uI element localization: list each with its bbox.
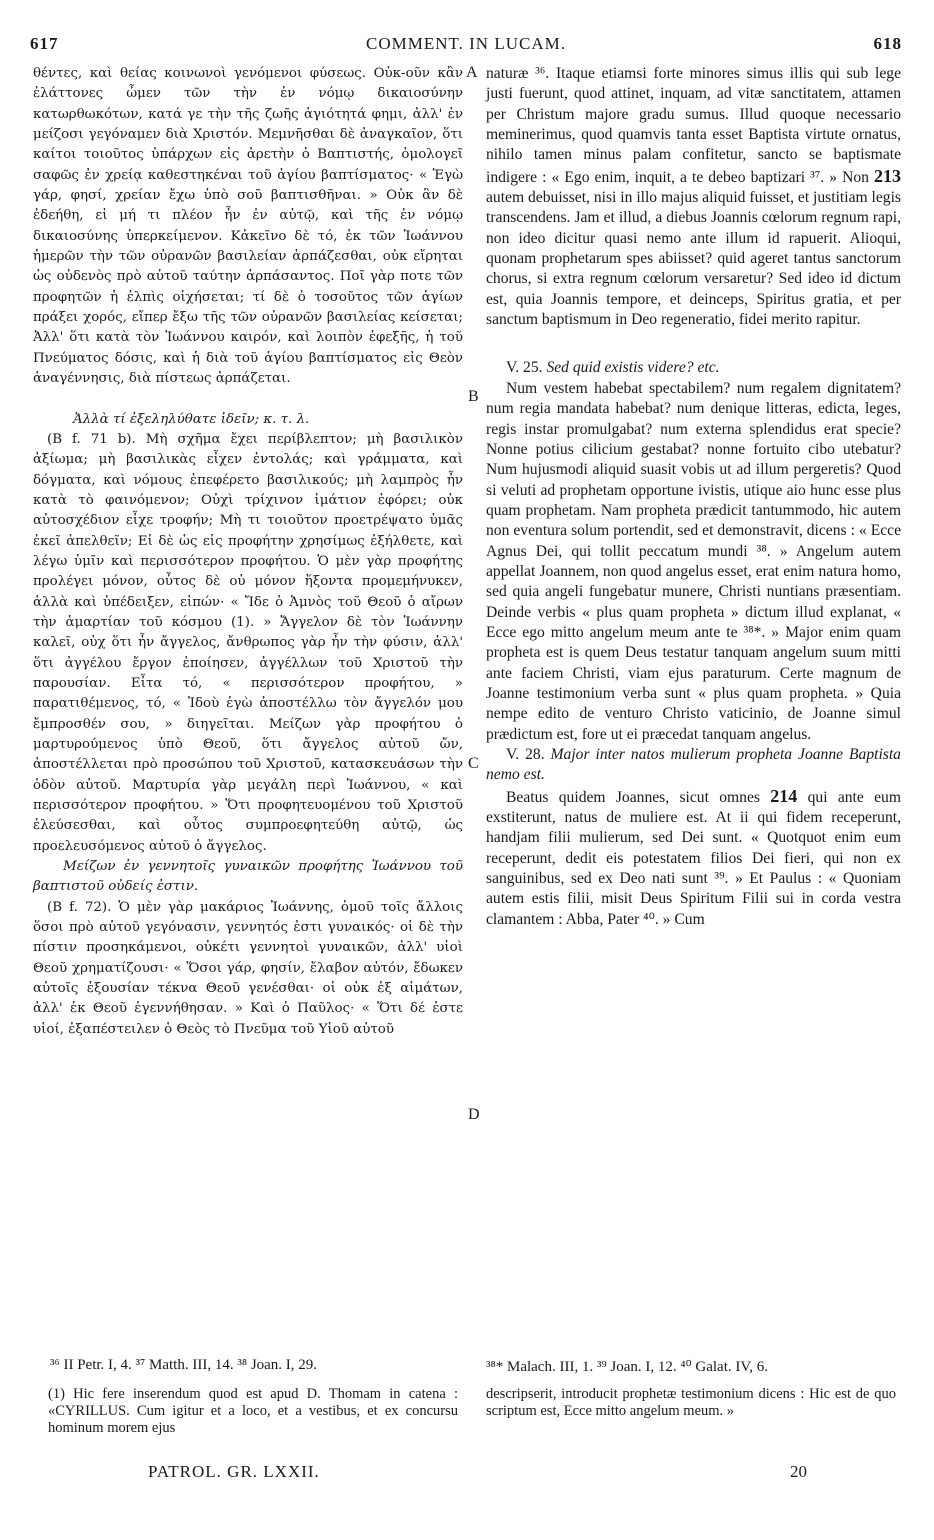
latin-paragraph-2: Num vestem habebat spectabilem? num regalem dignitatem? num regia mandata habebat? num denique litteras, edicta, leges, regis instar promulgabat? num externa splendidus erat specie? Nonne potius cilicium gestabat? nonne fortuito cibo utebatur? Num hujusmodi aliquid suasit vobis ut ad illum pergeretis? Quod si veluti ad prophetam opportune ivistis, utique aio hunc esse plus quam prophetam. Nam propheta prædicit tantummodo, hic autem non eventura solum portendit, sed et demonstravit, dicens : « Ecce Agnus Dei, qui tollit peccatum mundi ³⁸. » Angelum autem appellat Joannem, non quod angelus esset, erat enim natura homo, sed quia angeli fungebatur munere, Christi nuntians præsentiam. Deinde verbis « plus quam propheta » dictum illud explanat, « Ecce ego mitto angelum meum ante te ³⁸*. » Major enim quam propheta est is quem Deus testatur tanquam angelum suum mitti ante faciem Christi, viam ejus paraturum. Certe magnum de Joanne testimonium verba sunt « plus quam propheta. » Quia nempe edito de venturo Christo vaticinio, de Joanne simul prædictum est, fore ut ei præcedat tanquam angelus. — [486, 379, 901, 743]
latin-paragraph-1-text-a: naturæ ³⁶. Itaque etiamsi forte minores simus illis qui sub lege justi fuerunt, quod attinet, inquam, ad vitæ sanctitatem, attamen per Christum majore gradu sumus. Illud quoque necessario meminerimus, quod quamvis tanta esset Baptista virtute ornatus, nihilo tamen minus palam confitetur, sancto se baptismate indigere : « Ego enim, inquit, a te debeo baptizari ³⁷. » Non — [486, 65, 901, 186]
latin-lemma-heading-1 — [486, 358, 901, 378]
signature-mark: PATROL. GR. LXXII. — [148, 1462, 320, 1481]
spacer — [33, 390, 463, 410]
footnote-refs-left: ³⁶ II Petr. I, 4. ³⁷ Matth. III, 14. ³⁸ Joan. I, 29. — [50, 1357, 318, 1373]
marginal-column-number-213: 213 — [874, 165, 901, 186]
latin-paragraph-3-text-b: qui ante eum exstiterunt, natus de muliere est. At ii qui fidem receperunt, handjam filii mulierum, sed Dei sunt. « Quotquot enim eum receperunt, dedit eis potestatem filios Dei fieri, qui non ex sanguinibus, sed ex Deo nati sunt ³⁹. » Et Paulus : « Quoniam autem estis filii, misit Deus Spiritum Filii sui in corda vestra clamantem : Abba, Pater ⁴⁰. » Cum — [486, 788, 901, 928]
spacer — [486, 330, 901, 358]
footnote-left: (1) Hic fere inserendum quod est apud D. Thomam in catena : «CYRILLUS. Cum igitur et a loco, et a vestibus, et ex concursu hominum morem ejus — [48, 1386, 458, 1436]
latin-lemma-text-2: Major inter natos mulierum propheta Joanne Baptista nemo est. — [486, 746, 901, 784]
greek-paragraph-2: (B f. 71 b). Μὴ σχῆμα ἔχει περίβλεπτον; μὴ βασιλικὸν ἀξίωμα; μὴ βασιλικὰς εἶχεν ἐντολάς; καὶ γράμματα, καὶ δόγματα, καὶ νόμους ἐπεφέρετο βασιλικούς; μὴ λαμπρὸς ἦν κατὰ τὸ φαινόμενον; Οὐχὶ τρίχινον ἱμάτιον ἐφόρει; οὐκ αὐτοσχέδιον εἶχε τροφήν; Μὴ τι τοιοῦτον προετρέψατο ὑμᾶς ἐκεῖ ἀπελθεῖν; Εἰ δὲ ὡς εἰς προφήτην χρησίμως ἐξήλθετε, καὶ λέγω ὑμῖν καὶ περισσότερον προφήτου. Ὁ μὲν γὰρ προφήτης προλέγει μόνον, οὗτος δὲ οὐ μόνον ἥξοντα προμεμήνυκεν, ἀλλὰ καὶ ὑπέδειξεν, εἰπών· « Ἴδε ὁ Ἀμνὸς τοῦ Θεοῦ ὁ αἴρων τὴν ἁμαρτίαν τοῦ κόσμου (1). » Ἄγγελον δὲ τὸν Ἰωάννην καλεῖ, οὐχ ὅτι ἦν ἄγγελος, ἄνθρωπος γὰρ ἦν τὴν φύσιν, ἀλλ' ὅτι ἀγγέλου ἔργον ἐποίησεν, ἀγγέλλων τοῦ Χριστοῦ τὴν παρουσίαν. Εἶτα τό, « περισσότερον προφήτου, » παρατιθέμενος, τό, « Ἰδοὺ ἐγὼ ἀποστέλλω τὸν ἄγγελόν μου ἔμπροσθέν σου, » διηγεῖται. Μείζων γὰρ προφήτου ὁ μαρτυρούμενος ὑπὸ Θεοῦ, ὅτι ἄγγελος αὐτοῦ ὤν, ἀποστέλλεται πρὸ προσώπου τοῦ Χριστοῦ, κατασκευάσων τὴν ὁδὸν αὐτοῦ. Μαρτυρία γὰρ μεγάλη περὶ Ἰωάννου, « καὶ περισσότερον προφήτου. » Ὅτι προφητευομένου τοῦ Χριστοῦ ἐλεύσεσθαι, καὶ οὗτος συμπροεφητεύθη αὐτῷ, ὡς προελευσόμενος αὐτοῦ ὁ ἄγγελος. — [33, 431, 463, 854]
latin-lemma-heading-2 — [486, 745, 901, 786]
greek-lemma-heading-2: Μείζων ἐν γεννητοῖς γυναικῶν προφήτης Ἰωάννου τοῦ βαπτιστοῦ οὐδείς ἐστιν. — [33, 859, 463, 895]
margin-letter-b: B — [468, 388, 479, 405]
margin-letter-c: C — [468, 755, 479, 772]
margin-letter-d: D — [468, 1106, 480, 1123]
greek-paragraph-3: (B f. 72). Ὁ μὲν γὰρ μακάριος Ἰωάννης, ὁμοῦ τοῖς ἄλλοις ὅσοι πρὸ αὐτοῦ γεγόνασιν, γεννητός ἐστι γυναικός· οἱ δὲ τὴν πίστιν προσηκάμενοι, οὐκέτι γεννητοὶ γυναικῶν, ἀλλ' υἱοὶ Θεοῦ χρηματίζουσι· « Ὅσοι γάρ, φησίν, ἔλαβον αὐτόν, ἔδωκεν αὐτοῖς ἐξουσίαν τέκνα Θεοῦ γενέσθαι· οἱ οὐκ ἐξ αἱμάτων, ἀλλ' ἐκ Θεοῦ ἐγεννήθησαν. » Καὶ ὁ Παῦλος· « Ὅτι δέ ἐστε υἱοί, ἐξαπέστειλεν ὁ Θεὸς τὸ Πνεῦμα τοῦ Υἱοῦ αὐτοῦ — [33, 899, 463, 1037]
verse-ref-28: V. 28. — [506, 746, 545, 763]
latin-column — [486, 64, 901, 930]
footnote-refs-right: ³⁸* Malach. III, 1. ³⁹ Joan. I, 12. ⁴⁰ Galat. IV, 6. — [486, 1359, 769, 1375]
marginal-column-number-214: 214 — [770, 785, 798, 806]
greek-lemma-heading-1: Ἀλλὰ τί ἐξεληλύθατε ἰδεῖν; κ. τ. λ. — [73, 411, 310, 427]
latin-paragraph-1 — [486, 64, 901, 330]
latin-paragraph-3 — [486, 786, 901, 930]
signature-number: 20 — [790, 1462, 807, 1481]
greek-column — [33, 64, 463, 1040]
verse-ref-25: V. 25. — [506, 359, 543, 377]
latin-lemma-text-1: Sed quid existis videre? etc. — [546, 359, 720, 377]
right-page-number: 618 — [873, 34, 902, 53]
margin-letter-a: A — [466, 64, 478, 81]
latin-paragraph-1-text-b: autem debuisset, nisi in illo majus aliquid fuisset, et justitiam legis transcendens. Jam et illud, a diebus Joannis cœlorum regnum rapi, non ideo dicitur quasi nemo ante illum id rapuerit. Alioqui, quonam prophetarum spes abiisset? quid ageret tantus sanctorum chorus, si extra regnum cœlorum versaretur? Sed ideo id dictum est, quia Joannis tempore, et deinceps, Spiritus gratia, et per sanctum baptismum in Deo regeneratio, fidei merito rapitur. — [486, 189, 901, 329]
left-page-number: 617 — [30, 34, 59, 53]
footnote-right: descripserit, introducit prophetæ testimonium dicens : Hic est de quo scriptum est, Ecce mitto angelum meum. » — [486, 1386, 896, 1419]
latin-paragraph-3-text-a: Beatus quidem Joannes, sicut omnes — [506, 788, 760, 806]
greek-paragraph-1: θέντες, καὶ θείας κοινωνοὶ γενόμενοι φύσεως. Οὐκ-οῦν κἂν ἐλάττονες ὦμεν τῶν τὴν ἐν νόμῳ δικαιοσύνην κατωρθωκότων, κατά γε τὴν τῆς ζωῆς ἁγιότητά φημι, ἀλλ' ἐν μείζοσι γεγόναμεν διὰ Χριστόν. Μεμνῆσθαι δὲ ἀναγκαῖον, ὅτι καίτοι τοιοῦτος ὑπάρχων εἰς ἀρετὴν ὁ Βαπτιστής, ὁμολογεῖ σαφῶς ἐν χρείᾳ καθεστηκέναι τοῦ ἁγίου βαπτίσματος· « Ἐγὼ γάρ, φησί, χρείαν ἔχω ὑπὸ σοῦ βαπτισθῆναι. » Οὐκ ἂν δὲ ἐδεήθη, εἰ μή τι πλέον ἦν ἐν αὐτῷ, καὶ τῆς ἐν νόμῳ δικαιοσύνης ὑπερκείμενον. Κἀκεῖνο δὲ τό, ἐκ τῶν Ἰωάννου ἡμερῶν τὴν τῶν οὐρανῶν βασιλείαν ἁρπάζεσθαι, οὐκ εἴρηται ὡς οὐδενὸς πρὸ αὐτοῦ ταύτην ἁρπάσαντος. Ποῖ γὰρ ποτε τῶν προφητῶν ἡ ἐλπὶς οἰχήσεται; τί δὲ ὁ τοσοῦτος τῶν ἁγίων πράξει χορός, εἴπερ ἔξω τῆς τῶν οὐρανῶν βασιλείας κείσεται; Ἀλλ' ὅτι κατὰ τὸν Ἰωάννου καιρόν, καὶ λοιπὸν ἐφεξῆς, ἡ τοῦ Πνεύματος δόσις, καὶ ἡ διὰ τοῦ ἁγίου βαπτίσματος εἰς Θεὸν ἀναγέννησις, διὰ πίστεως ἁρπάζεται. — [33, 66, 463, 387]
running-title: COMMENT. IN LUCAM. — [366, 34, 566, 53]
running-header — [30, 34, 902, 56]
